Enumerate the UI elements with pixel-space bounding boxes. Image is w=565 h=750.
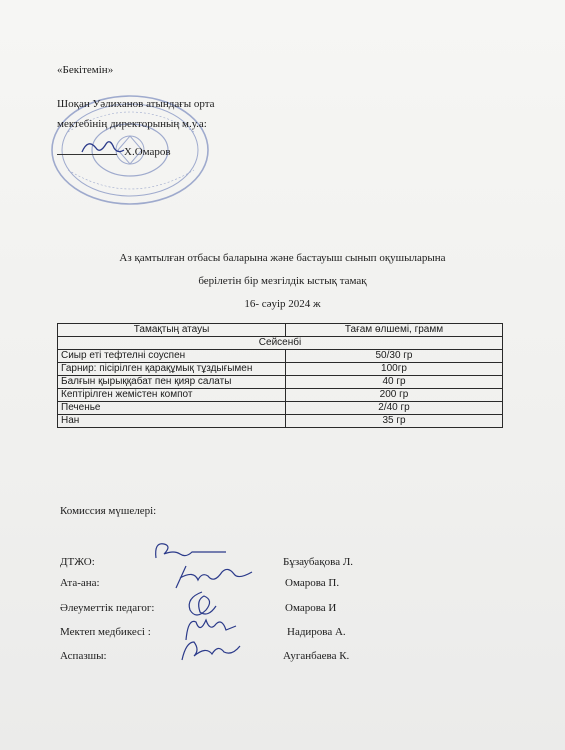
- dish-name: Балғын қырыққабат пен қияр салаты: [58, 376, 286, 389]
- dish-amount: 2/40 гр: [286, 402, 503, 415]
- signature-cook: [176, 636, 246, 666]
- dish-name: Печенье: [58, 402, 286, 415]
- table-row: [58, 415, 503, 428]
- heading-line-2: берілетін бір мезгілдік ыстық тамақ: [198, 275, 367, 287]
- table-row: [58, 389, 503, 402]
- director-signature: [78, 134, 128, 160]
- approval-title: «Бекітемін»: [57, 64, 114, 76]
- dish-name: Сиыр еті тефтелні соуспен: [58, 350, 286, 363]
- column-header-portion: Тағам өлшемі, грамм: [286, 324, 503, 337]
- member-name: Омарова И: [285, 602, 337, 614]
- dish-name: Нан: [58, 415, 286, 428]
- dish-name: Гарнир: пісірілген қарақұмық тұздығымен: [58, 363, 286, 376]
- dish-name: Кептірілген жемістен компот: [58, 389, 286, 402]
- member-role: Мектеп медбикесі :: [60, 626, 151, 638]
- member-role: Аспазшы:: [60, 650, 107, 662]
- table-row: [58, 363, 503, 376]
- menu-table: [57, 323, 503, 428]
- member-role: ДТЖО:: [60, 556, 95, 568]
- director-name: Х.Омаров: [124, 146, 171, 158]
- column-header-dish: Тамақтың атауы: [58, 324, 286, 337]
- day-label: Сейсенбі: [58, 337, 503, 350]
- member-role: Ата-ана:: [60, 577, 100, 589]
- commission-title: Комиссия мүшелері:: [60, 505, 157, 517]
- heading-line-1: Аз қамтылған отбасы баларына және бастауыш сынып оқушыларына: [119, 252, 446, 264]
- dish-amount: 35 гр: [286, 415, 503, 428]
- dish-amount: 40 гр: [286, 376, 503, 389]
- document-date: 16- сәуір 2024 ж: [244, 298, 321, 310]
- member-name: Надирова А.: [287, 626, 346, 638]
- member-name: Бұзаубақова Л.: [283, 556, 354, 568]
- member-name: Ауганбаева К.: [283, 650, 350, 662]
- member-role: Әлеуметтік педагог:: [60, 602, 155, 614]
- dish-amount: 100гр: [286, 363, 503, 376]
- table-section-row: [58, 337, 503, 350]
- table-row: [58, 350, 503, 363]
- approval-line-2: мектебінің директорының м.у.а:: [57, 118, 207, 130]
- table-header-row: [58, 324, 503, 337]
- table-row: [58, 376, 503, 389]
- member-name: Омарова П.: [285, 577, 340, 589]
- dish-amount: 50/30 гр: [286, 350, 503, 363]
- approval-line-1: Шоқан Уәлиханов атындағы орта: [57, 98, 215, 110]
- dish-amount: 200 гр: [286, 389, 503, 402]
- table-row: [58, 402, 503, 415]
